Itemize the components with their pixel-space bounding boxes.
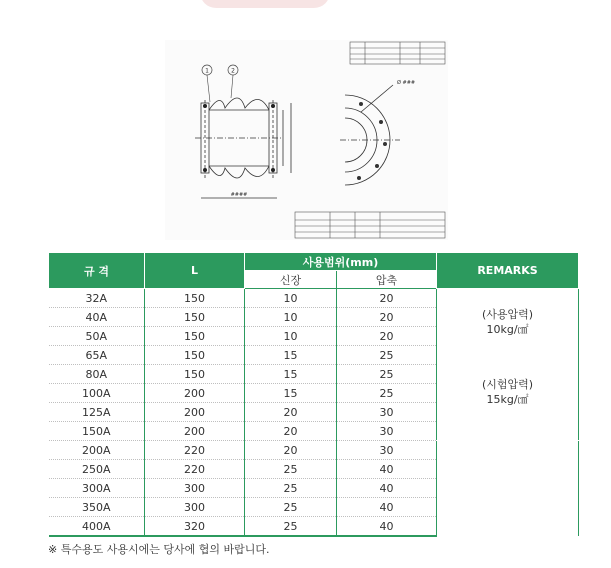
cell-length: 200	[145, 384, 245, 403]
cell-length: 300	[145, 498, 245, 517]
cell-length: 150	[145, 327, 245, 346]
cell-compression: 30	[337, 403, 437, 422]
cell-length: 150	[145, 289, 245, 308]
cell-compression: 40	[337, 479, 437, 498]
cell-size: 250A	[49, 460, 145, 479]
header-remarks: REMARKS	[437, 253, 579, 289]
table-row	[49, 441, 579, 460]
cell-compression: 20	[337, 327, 437, 346]
balloon-2-label: 2	[231, 67, 235, 75]
cell-expansion: 10	[245, 289, 337, 308]
dim-bottom: ####	[230, 192, 248, 198]
cell-compression: 20	[337, 308, 437, 327]
cell-size: 80A	[49, 365, 145, 384]
header-compression: 압축	[337, 271, 437, 289]
cell-size: 400A	[49, 517, 145, 537]
cell-compression: 25	[337, 384, 437, 403]
cell-compression: 25	[337, 346, 437, 365]
cell-size: 32A	[49, 289, 145, 308]
cell-expansion: 15	[245, 365, 337, 384]
cell-size: 40A	[49, 308, 145, 327]
cell-compression: 40	[337, 498, 437, 517]
cell-compression: 20	[337, 289, 437, 308]
cell-length: 220	[145, 460, 245, 479]
cell-size: 50A	[49, 327, 145, 346]
cell-size: 350A	[49, 498, 145, 517]
balloon-1-label: 1	[205, 67, 209, 75]
header-range: 사용범위(mm)	[245, 253, 437, 271]
header-length: L	[145, 253, 245, 289]
cell-compression: 30	[337, 422, 437, 441]
remarks-use-label: (사용압력)	[481, 308, 534, 321]
cell-length: 150	[145, 308, 245, 327]
cell-expansion: 20	[245, 441, 337, 460]
spec-table-body	[49, 289, 579, 537]
cell-compression: 40	[337, 517, 437, 537]
cell-expansion: 25	[245, 479, 337, 498]
remarks-cell-pressure	[437, 289, 579, 441]
footnote: ※ 특수용도 사용시에는 당사에 협의 바랍니다.	[48, 543, 270, 556]
cell-expansion: 10	[245, 308, 337, 327]
remarks-test-label: (시험압력)	[481, 378, 534, 391]
cell-size: 100A	[49, 384, 145, 403]
cell-length: 150	[145, 346, 245, 365]
cell-compression: 25	[337, 365, 437, 384]
cell-compression: 30	[337, 441, 437, 460]
cell-length: 220	[145, 441, 245, 460]
cell-expansion: 20	[245, 422, 337, 441]
cell-size: 300A	[49, 479, 145, 498]
technical-drawing	[165, 40, 448, 240]
header-expansion: 신장	[245, 271, 337, 289]
header-size: 규 격	[49, 253, 145, 289]
cell-expansion: 20	[245, 403, 337, 422]
cell-length: 320	[145, 517, 245, 537]
cell-length: 200	[145, 422, 245, 441]
cell-compression: 40	[337, 460, 437, 479]
cell-size: 150A	[49, 422, 145, 441]
cell-expansion: 15	[245, 346, 337, 365]
cell-size: 65A	[49, 346, 145, 365]
cell-length: 300	[145, 479, 245, 498]
cell-expansion: 15	[245, 384, 337, 403]
remarks-test-value: 15kg/㎠	[486, 393, 529, 406]
table-row	[49, 289, 579, 308]
cell-length: 200	[145, 403, 245, 422]
remarks-cell-empty	[437, 441, 579, 537]
cell-expansion: 25	[245, 498, 337, 517]
cell-expansion: 25	[245, 460, 337, 479]
dim-phi: Ø ###	[397, 80, 416, 86]
cell-size: 200A	[49, 441, 145, 460]
drawing-svg	[165, 40, 448, 240]
top-decoration	[200, 0, 330, 8]
spec-table	[48, 252, 579, 537]
cell-size: 125A	[49, 403, 145, 422]
remarks-use-value: 10kg/㎠	[486, 323, 529, 336]
cell-length: 150	[145, 365, 245, 384]
cell-expansion: 25	[245, 517, 337, 537]
cell-expansion: 10	[245, 327, 337, 346]
